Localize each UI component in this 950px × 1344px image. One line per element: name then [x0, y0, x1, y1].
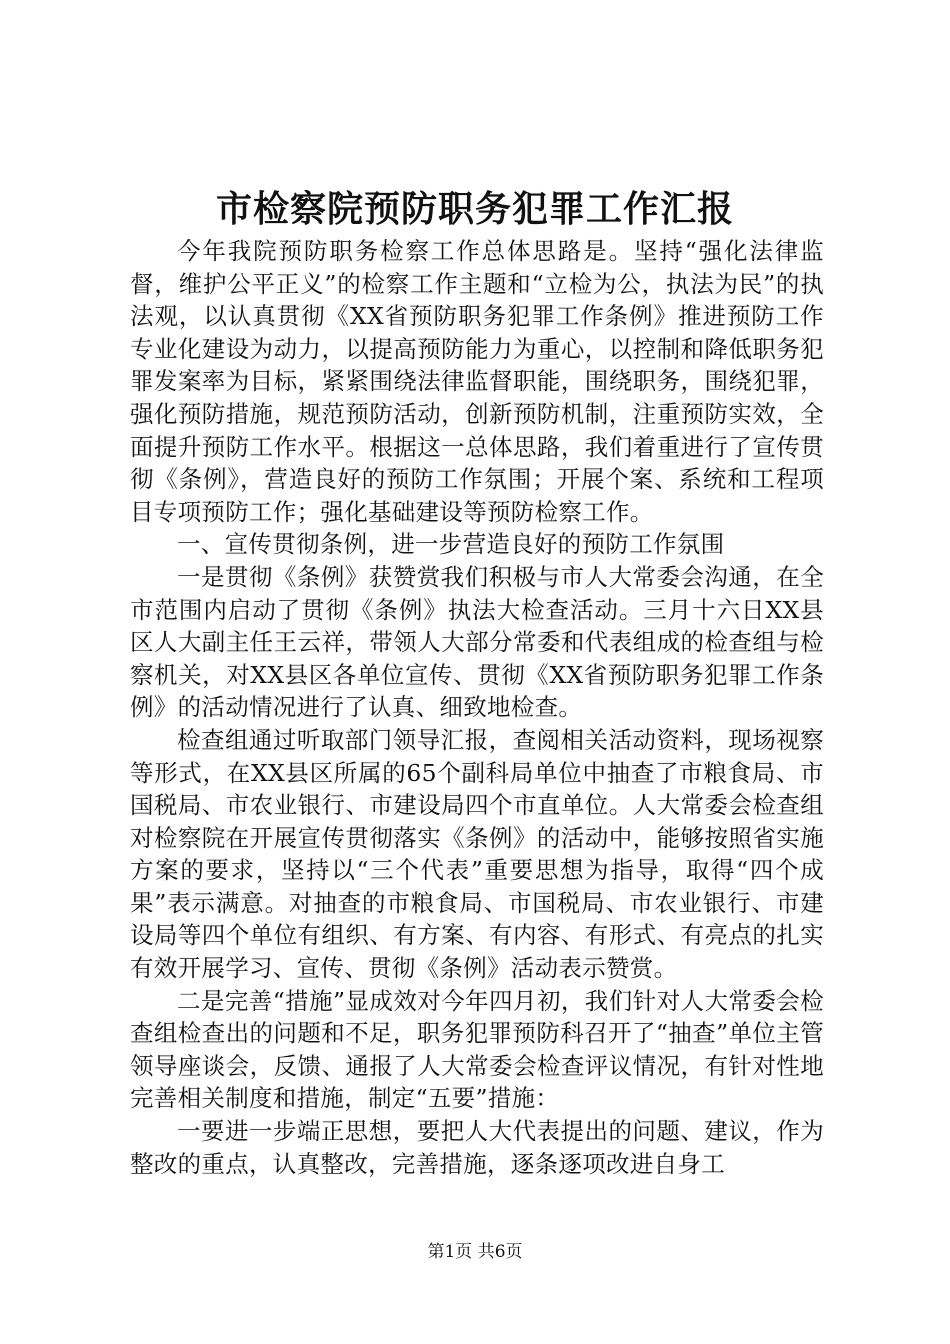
- document-title: 市检察院预防职务犯罪工作汇报: [215, 188, 734, 230]
- page-footer: 第1页 共6页: [427, 1242, 523, 1262]
- document-body: [130, 235, 824, 1180]
- paragraph-intro: 今年我院预防职务检察工作总体思路是。坚持“强化法律监督，维护公平正义”的检察工作主题和“立检为公，执法为民”的执法观，以认真贯彻《XX省预防职务犯罪工作条例》推进预防工作专业化建设为动力，以提高预防能力为重心，以控制和降低职务犯罪发案率为目标，紧紧围绕法律监督职能，围绕职务，围绕犯罪，强化预防措施，规范预防活动，创新预防机制，注重预防实效，全面提升预防工作水平。根据这一总体思路，我们着重进行了宣传贯彻《条例》，营造良好的预防工作氛围；开展个案、系统和工程项目专项预防工作；强化基础建设等预防检察工作。: [130, 237, 824, 526]
- paragraph-item-1: 一是贯彻《条例》获赞赏我们积极与市人大常委会沟通，在全市范围内启动了贯彻《条例》执法大检查活动。三月十六日XX县区人大副主任王云祥，带领人大部分常委和代表组成的检查组与检察机关，对XX县区各单位宣传、贯彻《XX省预防职务犯罪工作条例》的活动情况进行了认真、细致地检查。: [130, 562, 824, 722]
- section-heading-1: 一、宣传贯彻条例，进一步营造良好的预防工作氛围: [177, 530, 725, 559]
- paragraph-item-2: 二是完善“措施”显成效对今年四月初，我们针对人大常委会检查组检查出的问题和不足，职务犯罪预防科召开了“抽查”单位主管领导座谈会，反馈、通报了人大常委会检查评议情况，有针对性地完善相关制度和措施，制定“五要”措施：: [130, 986, 824, 1113]
- paragraph-inspection: 检查组通过听取部门领导汇报，查阅相关活动资料，现场视察等形式，在XX县区所属的65个副科局单位中抽查了市粮食局、市国税局、市农业银行、市建设局四个市直单位。人大常委会检查组对检察院在开展宣传贯彻落实《条例》的活动中，能够按照省实施方案的要求，坚持以“三个代表”重要思想为指导，取得“四个成果”表示满意。对抽查的市粮食局、市国税局、市农业银行、市建设局等四个单位有组织、有方案、有内容、有形式、有亮点的扎实有效开展学习、宣传、贯彻《条例》活动表示赞赏。: [130, 725, 824, 983]
- paragraph-measure-1: 一要进一步端正思想，要把人大代表提出的问题、建议，作为整改的重点，认真整改，完善措施，逐条逐项改进自身工: [130, 1117, 824, 1178]
